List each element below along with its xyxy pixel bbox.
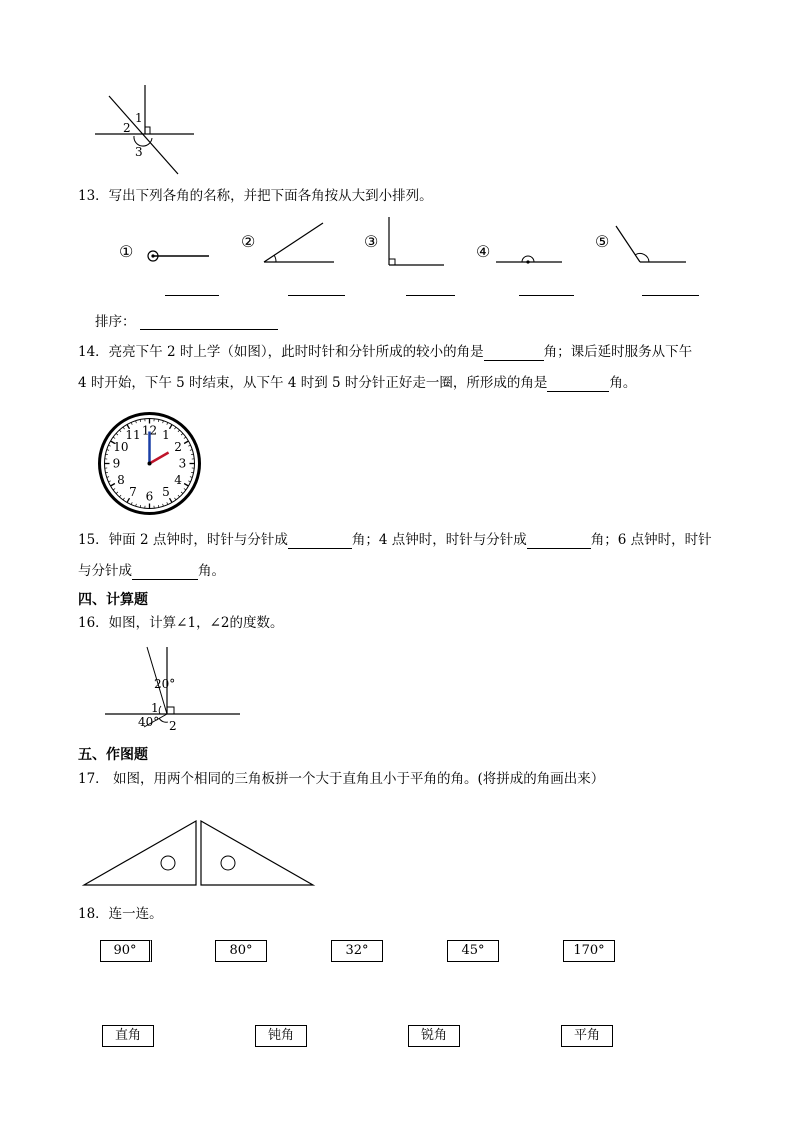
fig16-label-1: 1 <box>151 701 159 715</box>
triangle-ruler-left <box>84 821 196 885</box>
q15-text-b: 角；4 点钟时，时针与分针成 <box>351 532 527 548</box>
angle-name-box-obtuse[interactable]: 钝角 <box>255 1025 307 1047</box>
degree-box-32[interactable]: 32° <box>331 940 383 962</box>
question-17-text: 17． 如图，用两个相同的三角板拼一个大于直角且小于平角的角。(将拼成的角画出来） <box>78 771 605 787</box>
angle-1-mark: ① <box>119 242 134 261</box>
q15-blank-1[interactable] <box>288 534 352 549</box>
clock-number-1: 1 <box>162 427 170 442</box>
q14-text-a: 14．亮亮下午 2 时上学（如图），此时时针和分针所成的较小的角是 <box>78 344 484 360</box>
q14-text-c: 4 时开始，下午 5 时结束，从下午 4 时到 5 时分针正好走一圈，所形成的角是 <box>78 375 548 391</box>
fig16-label-2: 2 <box>169 719 177 733</box>
clock-number-2: 2 <box>174 440 182 454</box>
figure-q17-triangle-rulers <box>80 815 320 890</box>
angle-5-mark: ⑤ <box>595 232 610 251</box>
clock-center <box>148 462 152 466</box>
angle-3-mark: ③ <box>364 232 379 251</box>
angle-name-box-acute[interactable]: 锐角 <box>408 1025 460 1047</box>
figure-q16 <box>100 642 245 737</box>
question-15-line-1 <box>78 531 712 549</box>
angle-1-figure <box>145 246 215 266</box>
clock-number-8: 8 <box>117 473 125 487</box>
right-angle-mark <box>145 127 150 134</box>
angle-2-mark: ② <box>241 232 256 251</box>
clock-number-12: 12 <box>141 423 158 438</box>
order-label: 排序： <box>95 314 136 330</box>
answer-line-angle-3[interactable] <box>406 295 455 296</box>
q15-text-c: 角；6 点钟时，时针 <box>590 532 712 548</box>
q15-text-d: 与分针成 <box>78 563 132 579</box>
angle-name-box-straight[interactable]: 平角 <box>561 1025 613 1047</box>
answer-line-angle-4[interactable] <box>519 295 574 296</box>
section-5-title: 五、作图题 <box>78 747 148 763</box>
clock-number-11: 11 <box>125 427 141 442</box>
angle-3-figure <box>384 215 449 270</box>
q15-text-e: 角。 <box>198 563 225 579</box>
clock-number-3: 3 <box>178 456 187 471</box>
clock-number-4: 4 <box>174 473 182 487</box>
angle-5-figure <box>612 222 692 267</box>
clock-number-10: 10 <box>113 440 129 454</box>
degree-box-45[interactable]: 45° <box>447 940 499 962</box>
triangle-ruler-right <box>201 821 313 885</box>
clock-number-6: 6 <box>145 489 154 504</box>
fig16-angle-left: 40° <box>138 715 160 729</box>
question-16-text: 16．如图，计算∠1，∠2的度数。 <box>78 615 284 631</box>
q14-text-d: 角。 <box>609 375 637 391</box>
answer-line-angle-5[interactable] <box>642 295 699 296</box>
question-14-line-2 <box>78 374 636 392</box>
q15-blank-2[interactable] <box>527 534 591 549</box>
clock-figure <box>97 411 202 516</box>
order-answer-line[interactable] <box>140 329 278 330</box>
angle-4-mark: ④ <box>476 242 491 261</box>
clock-number-5: 5 <box>162 485 170 500</box>
figure-q12-intersecting-lines <box>90 80 200 180</box>
degree-box-80[interactable]: 80° <box>215 940 267 962</box>
clock-number-7: 7 <box>129 485 137 500</box>
angle-name-box-right[interactable]: 直角 <box>102 1025 154 1047</box>
angle-2-figure <box>260 220 340 270</box>
degree-box-90[interactable]: 90° <box>100 940 152 962</box>
diagonal-line <box>109 96 178 174</box>
q15-blank-3[interactable] <box>132 565 198 580</box>
fig16-angle-top: 20° <box>154 677 176 691</box>
q14-blank-1[interactable] <box>484 346 544 361</box>
fig12-label-1: 1 <box>135 111 143 125</box>
q15-text-a: 15．钟面 2 点钟时，时针与分针成 <box>78 532 288 548</box>
fig12-label-2: 2 <box>123 121 131 135</box>
degree-box-170[interactable]: 170° <box>563 940 615 962</box>
q14-blank-2[interactable] <box>547 377 609 392</box>
question-13-text: 13．写出下列各角的名称，并把下面各角按从大到小排列。 <box>78 188 433 204</box>
question-14-line-1 <box>78 343 692 361</box>
answer-line-angle-1[interactable] <box>165 295 219 296</box>
question-15-line-2 <box>78 562 225 580</box>
clock-number-9: 9 <box>112 456 121 471</box>
section-4-title: 四、计算题 <box>78 592 148 608</box>
fig12-label-3: 3 <box>135 145 143 159</box>
q14-text-b: 角；课后延时服务从下午 <box>543 344 693 360</box>
answer-line-angle-2[interactable] <box>288 295 345 296</box>
angle-4-figure <box>494 250 564 266</box>
question-18-text: 18．连一连。 <box>78 906 163 922</box>
